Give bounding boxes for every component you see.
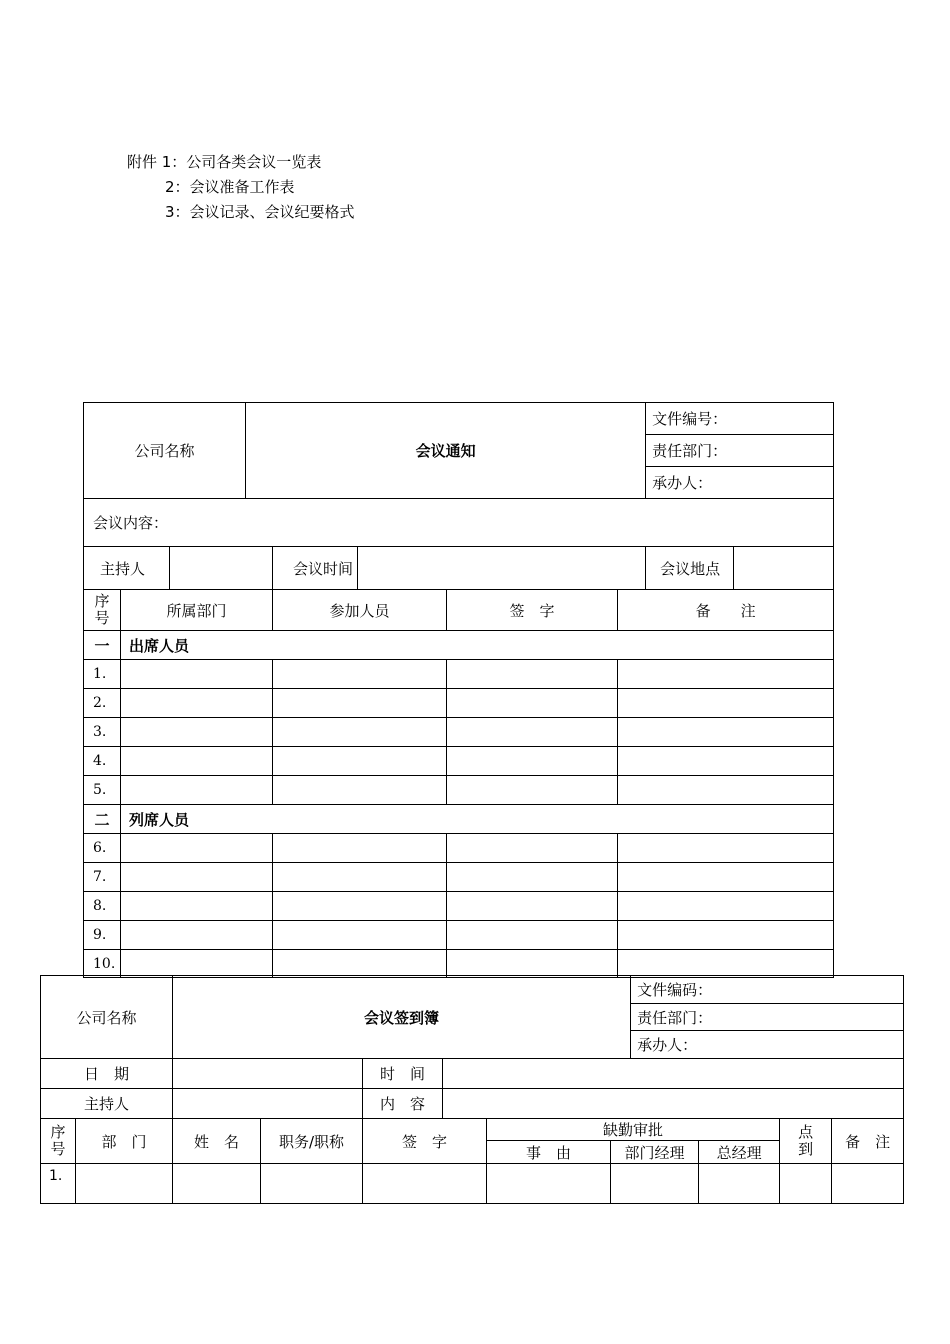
row-number: 1.	[41, 1164, 76, 1204]
notice-content: 会议内容：	[84, 499, 834, 547]
signin-col-roll-1: 点	[798, 1123, 814, 1141]
row-number: 8.	[84, 892, 121, 921]
cell-people	[273, 660, 447, 689]
table-row	[84, 834, 834, 863]
notice-attendee-rows	[84, 660, 834, 805]
attachment-line-1: 附件 1：公司各类会议一览表	[127, 153, 322, 171]
cell-note	[618, 921, 834, 950]
signin-title: 会议签到簿	[173, 976, 631, 1059]
table-row	[84, 892, 834, 921]
signin-time-value	[443, 1059, 904, 1089]
cell-gm	[699, 1164, 780, 1204]
cell-dept	[121, 718, 273, 747]
signin-col-seq	[41, 1119, 76, 1164]
table-row	[41, 1164, 904, 1204]
cell-dept	[121, 892, 273, 921]
cell-dept	[121, 689, 273, 718]
signin-content-label: 内 容	[363, 1089, 443, 1119]
signin-col-gm: 总经理	[699, 1141, 780, 1164]
cell-dept	[121, 776, 273, 805]
attachment-line-2: 2：会议准备工作表	[165, 178, 295, 196]
notice-col-dept: 所属部门	[121, 590, 273, 631]
table-row	[84, 921, 834, 950]
cell-note	[618, 834, 834, 863]
cell-sign	[447, 747, 618, 776]
cell-sign	[447, 689, 618, 718]
signin-time-label: 时 间	[363, 1059, 443, 1089]
notice-col-seq-2: 号	[94, 609, 110, 627]
row-number: 3.	[84, 718, 121, 747]
table-row	[84, 863, 834, 892]
table-row	[84, 776, 834, 805]
notice-time-label: 会议时间	[273, 547, 358, 590]
cell-sign	[447, 863, 618, 892]
row-number: 7.	[84, 863, 121, 892]
row-number: 5.	[84, 776, 121, 805]
signin-host-label: 主持人	[41, 1089, 173, 1119]
cell-sign	[447, 950, 618, 978]
table-row	[84, 689, 834, 718]
signin-content-value	[443, 1089, 904, 1119]
cell-note	[618, 776, 834, 805]
table-row	[84, 950, 834, 978]
row-number: 2.	[84, 689, 121, 718]
row-number: 10.	[84, 950, 121, 978]
cell-note	[618, 950, 834, 978]
cell-note	[618, 718, 834, 747]
cell-name	[173, 1164, 261, 1204]
cell-dept	[121, 660, 273, 689]
cell-people	[273, 776, 447, 805]
table-row	[84, 747, 834, 776]
notice-place-value	[734, 547, 834, 590]
meeting-signin-table	[40, 975, 904, 1204]
signin-col-roll-2: 到	[798, 1140, 814, 1158]
cell-dept	[121, 921, 273, 950]
signin-company-label: 公司名称	[41, 976, 173, 1059]
cell-people	[273, 863, 447, 892]
cell-sign	[447, 892, 618, 921]
cell-people	[273, 892, 447, 921]
cell-dept	[121, 834, 273, 863]
notice-col-note: 备 注	[618, 590, 834, 631]
cell-dept	[121, 863, 273, 892]
cell-title	[261, 1164, 363, 1204]
signin-date-value	[173, 1059, 363, 1089]
table-row	[84, 718, 834, 747]
cell-sign	[447, 776, 618, 805]
signin-col-reason: 事 由	[487, 1141, 611, 1164]
signin-dept: 责任部门：	[631, 1004, 904, 1031]
cell-sign	[447, 834, 618, 863]
notice-company-label: 公司名称	[84, 403, 246, 499]
notice-col-seq	[84, 590, 121, 631]
notice-time-value	[358, 547, 646, 590]
cell-people	[273, 718, 447, 747]
cell-sign	[447, 921, 618, 950]
cell-roll	[780, 1164, 832, 1204]
signin-host-value	[173, 1089, 363, 1119]
meeting-notice-table	[83, 402, 834, 978]
cell-note	[618, 660, 834, 689]
notice-col-seq-1: 序	[94, 592, 110, 610]
notice-host-value	[170, 547, 273, 590]
cell-note	[832, 1164, 904, 1204]
signin-col-seq-1: 序	[50, 1123, 66, 1141]
signin-col-dept: 部 门	[76, 1119, 173, 1164]
signin-handler: 承办人：	[631, 1031, 904, 1059]
cell-people	[273, 747, 447, 776]
signin-col-name: 姓 名	[173, 1119, 261, 1164]
notice-section-2-no: 二	[84, 805, 121, 834]
signin-col-absence: 缺勤审批	[487, 1119, 780, 1141]
signin-col-note: 备 注	[832, 1119, 904, 1164]
notice-handler: 承办人：	[646, 467, 834, 499]
cell-sign	[447, 660, 618, 689]
signin-col-sign: 签 字	[363, 1119, 487, 1164]
signin-col-roll	[780, 1119, 832, 1164]
signin-doc-no: 文件编码：	[631, 976, 904, 1004]
notice-place-label: 会议地点	[646, 547, 734, 590]
cell-note	[618, 689, 834, 718]
cell-note	[618, 747, 834, 776]
notice-section-2-label: 列席人员	[121, 805, 834, 834]
signin-date-label: 日 期	[41, 1059, 173, 1089]
cell-people	[273, 689, 447, 718]
cell-dept	[76, 1164, 173, 1204]
notice-host-label: 主持人	[84, 547, 170, 590]
notice-section-1-label: 出席人员	[121, 631, 834, 660]
row-number: 6.	[84, 834, 121, 863]
notice-col-people: 参加人员	[273, 590, 447, 631]
cell-reason	[487, 1164, 611, 1204]
cell-sign	[363, 1164, 487, 1204]
notice-dept: 责任部门：	[646, 435, 834, 467]
cell-people	[273, 950, 447, 978]
notice-col-sign: 签 字	[447, 590, 618, 631]
notice-section-1-no: 一	[84, 631, 121, 660]
signin-col-dept-mgr: 部门经理	[611, 1141, 699, 1164]
cell-dept	[121, 950, 273, 978]
notice-nonvoting-rows	[84, 834, 834, 978]
cell-note	[618, 863, 834, 892]
signin-col-title: 职务/职称	[261, 1119, 363, 1164]
cell-note	[618, 892, 834, 921]
table-row	[84, 660, 834, 689]
notice-title: 会议通知	[246, 403, 646, 499]
cell-sign	[447, 718, 618, 747]
signin-col-seq-2: 号	[50, 1140, 66, 1158]
attachment-line-3: 3：会议记录、会议纪要格式	[165, 203, 355, 221]
cell-dept	[121, 747, 273, 776]
row-number: 4.	[84, 747, 121, 776]
cell-people	[273, 834, 447, 863]
notice-doc-no: 文件编号：	[646, 403, 834, 435]
cell-people	[273, 921, 447, 950]
row-number: 1.	[84, 660, 121, 689]
row-number: 9.	[84, 921, 121, 950]
cell-dept-mgr	[611, 1164, 699, 1204]
